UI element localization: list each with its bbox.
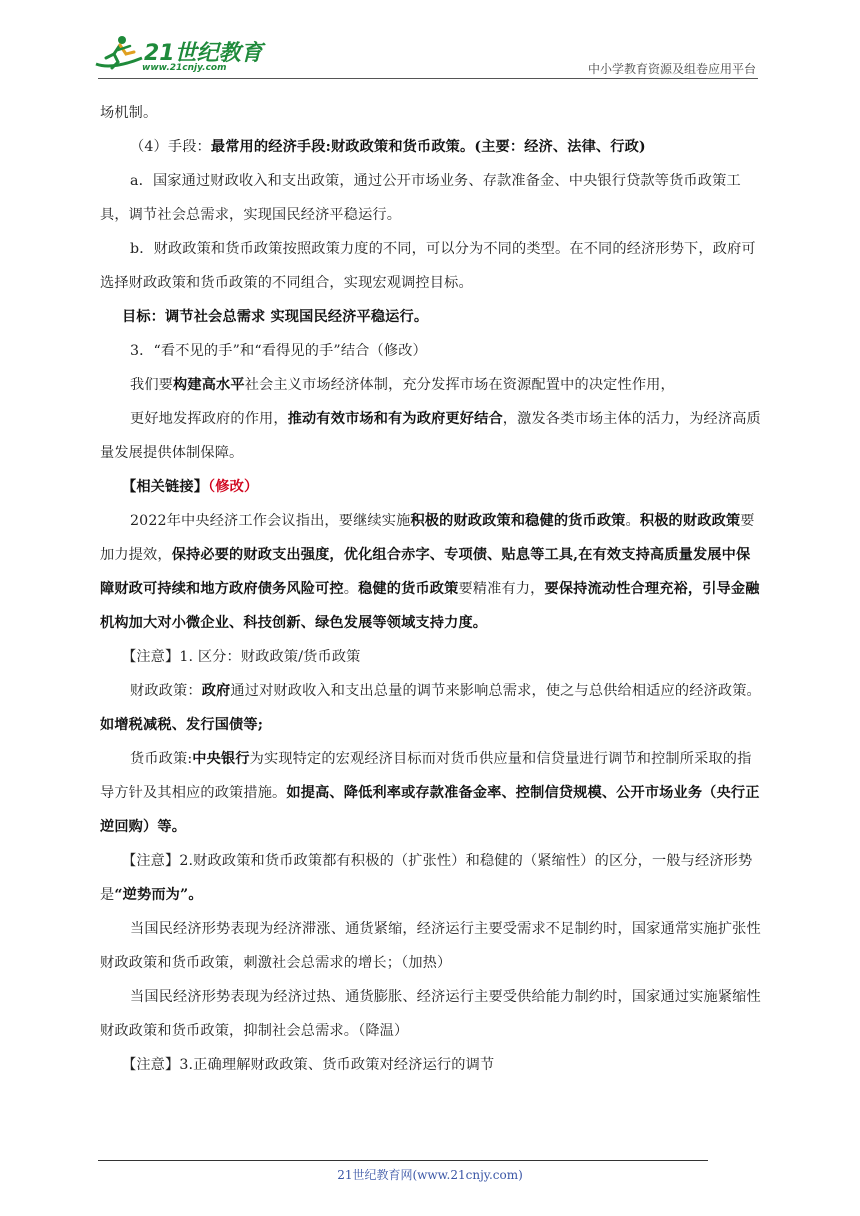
bold-text: 稳健的货币政策 — [358, 581, 459, 597]
text-span: 。 — [625, 513, 640, 529]
bold-text: 【相关链接】 — [122, 479, 209, 495]
paragraph: 当国民经济形势表现为经济滞涨、通货紧缩，经济运行主要受需求不足制约时，国家通常实施扩张性财政政策和货币政策，刺激社会总需求的增长；（加热） — [100, 921, 761, 971]
platform-tagline: 中小学教育资源及组卷应用平台 — [587, 62, 756, 76]
header-divider — [98, 78, 758, 79]
bold-text: 积极的财政政策和稳健的货币政策 — [410, 513, 626, 529]
footer-link[interactable]: 21世纪教育网(www.21cnjy.com) — [337, 1168, 523, 1182]
text-span: 【注意】2.财政政策和货币政策都有积极的（扩张性）和稳健的（紧缩性）的区分，一般与经济形势是 — [100, 853, 753, 903]
logo-url: www.21cnjy.com — [142, 63, 227, 73]
text-span: 更好地发挥政府的作用， — [130, 411, 288, 427]
paragraph — [100, 368, 762, 402]
text-span: 2022年中央经济工作会议指出，要继续实施 — [130, 513, 411, 529]
paragraph — [100, 674, 762, 742]
page-header — [0, 0, 860, 90]
text-span: 。 — [343, 581, 359, 597]
text-span: 要加力提效， — [100, 513, 755, 563]
text-span: 社会主义市场经济体制，充分发挥市场在资源配置中的决定性作用， — [244, 377, 675, 393]
bold-text: 要保持流动性合理充裕，引导金融机构加大对小微企业、科技创新、绿色发展等领域支持力度。 — [100, 581, 760, 631]
paragraph: a．国家通过财政收入和支出政策，通过公开市场业务、存款准备金、中央银行贷款等货币政策工具，调节社会总需求，实现国民经济平稳运行。 — [100, 173, 741, 223]
footer-divider — [98, 1160, 708, 1161]
text-span: （4）手段： — [130, 139, 211, 155]
text-span: 财政政策： — [130, 683, 202, 699]
paragraph: 当国民经济形势表现为经济过热、通货膨胀、经济运行主要受供给能力制约时，国家通过实施紧缩性财政政策和货币政策，抑制社会总需求。（降温） — [100, 989, 761, 1039]
bold-text: 目标：调节社会总需求 实现国民经济平稳运行。 — [122, 309, 429, 325]
section-heading: 3．“看不见的手”和“看得见的手”结合（修改） — [130, 343, 427, 359]
text-span: 通过对财政收入和支出总量的调节来影响总需求，使之与总供给相适应的经济政策。 — [230, 683, 761, 699]
bold-text: 如提高、降低利率或存款准备金率、控制信贷规模、公开市场业务（央行正逆回购）等。 — [100, 785, 760, 835]
paragraph — [100, 300, 762, 334]
bold-text: 如增税减税、发行国债等; — [100, 717, 264, 733]
bold-text: 推动有效市场和有为政府更好结合 — [287, 411, 503, 427]
bold-text: 构建高水平 — [173, 377, 245, 393]
paragraph — [100, 844, 762, 912]
bold-text: “逆势而为”。 — [114, 887, 203, 903]
related-links-heading — [100, 470, 762, 504]
text-span: 为实现特定的宏观经济目标而对货币供应量和信贷量进行调节和控制所采取的指导方针及其相应的政策措施。 — [100, 751, 752, 801]
paragraph: 场机制。 — [100, 105, 158, 121]
bold-text: 积极的财政政策 — [639, 513, 741, 529]
bold-text: 保持必要的财政支出强度，优化组合赤字、专项债、贴息等工具,在有效支持高质量发展中保障财政可持续和地方政府债务风险可控 — [100, 547, 751, 597]
text-span: ，激发各类市场主体的活力，为经济高质量发展提供体制保障。 — [100, 411, 761, 461]
bold-text: 中央银行 — [192, 751, 250, 767]
text-span: 货币政策: — [130, 751, 193, 767]
text-span: 我们要 — [130, 377, 174, 393]
document-body — [100, 96, 762, 1082]
text-span: 要精准有力， — [458, 581, 545, 597]
paragraph — [100, 130, 762, 164]
bold-text: 政府 — [201, 683, 231, 699]
bold-text: 最常用的经济手段:财政政策和货币政策。(主要：经济、法律、行政) — [210, 139, 646, 155]
paragraph — [100, 402, 762, 470]
paragraph: b．财政政策和货币政策按照政策力度的不同，可以分为不同的类型。在不同的经济形势下，政府可选择财政政策和货币政策的不同组合，实现宏观调控目标。 — [100, 241, 756, 291]
modified-tag: （修改） — [208, 479, 259, 495]
paragraph — [100, 504, 762, 640]
note-heading: 【注意】1. 区分：财政政策/货币政策 — [122, 649, 361, 665]
logo-text: 21世纪教育 — [144, 41, 263, 66]
site-logo[interactable] — [92, 34, 262, 78]
note-heading: 【注意】3.正确理解财政政策、货币政策对经济运行的调节 — [122, 1057, 495, 1073]
paragraph — [100, 742, 762, 844]
